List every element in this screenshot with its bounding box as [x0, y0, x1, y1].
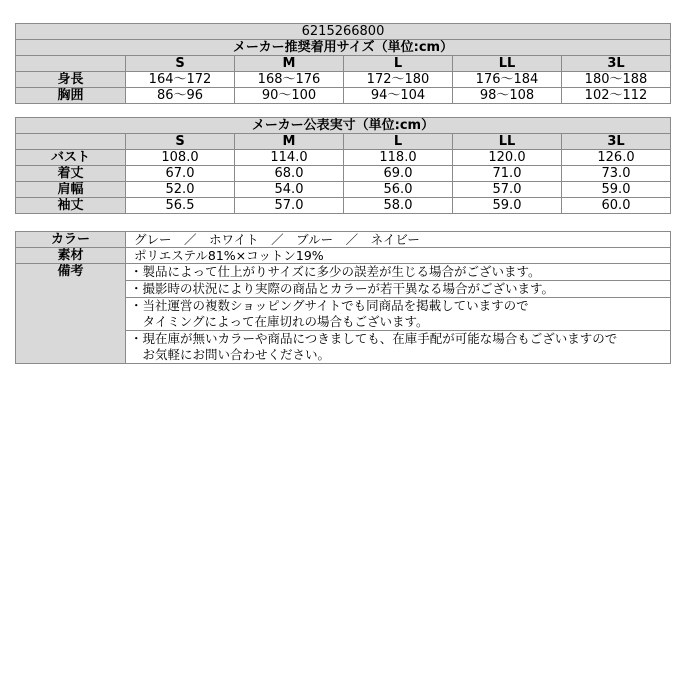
size-header: M [235, 134, 344, 150]
color-row [16, 232, 671, 248]
table-row [16, 88, 671, 104]
note-line: ・当社運営の複数ショッピングサイトでも同商品を掲載していますので [130, 298, 529, 313]
table-cell: 108.0 [126, 150, 235, 166]
table-title-row [16, 118, 671, 134]
table-cell: 56.0 [344, 182, 453, 198]
table-cell: 168～176 [235, 72, 344, 88]
table-cell: 68.0 [235, 166, 344, 182]
table-cell: 180～188 [562, 72, 671, 88]
size-header: LL [453, 56, 562, 72]
table-cell: 59.0 [562, 182, 671, 198]
product-code: 6215266800 [16, 24, 671, 40]
table-cell: 86～96 [126, 88, 235, 104]
table-cell: 57.0 [235, 198, 344, 214]
table-cell: 67.0 [126, 166, 235, 182]
size-header: 3L [562, 56, 671, 72]
table-cell: 69.0 [344, 166, 453, 182]
table-row [16, 182, 671, 198]
table-cell: 59.0 [453, 198, 562, 214]
size-header: 3L [562, 134, 671, 150]
size-header: LL [453, 134, 562, 150]
table-cell: 73.0 [562, 166, 671, 182]
notes-label: 備考 [16, 264, 126, 364]
table-cell: 126.0 [562, 150, 671, 166]
recommended-table-title: メーカー推奨着用サイズ（単位:cm） [16, 40, 671, 56]
table-cell: 71.0 [453, 166, 562, 182]
product-code-row [16, 24, 671, 40]
size-header: L [344, 56, 453, 72]
note-item [126, 298, 671, 331]
table-cell: 164～172 [126, 72, 235, 88]
material-row [16, 248, 671, 264]
table-cell: 120.0 [453, 150, 562, 166]
note-item: ・製品によって仕上がりサイズに多少の誤差が生じる場合がございます。 [126, 264, 671, 281]
note-item: ・撮影時の状況により実際の商品とカラーが若干異なる場合がございます。 [126, 281, 671, 298]
table-row [16, 150, 671, 166]
size-header-row [16, 56, 671, 72]
table-cell: 90～100 [235, 88, 344, 104]
measured-size-table [15, 117, 671, 214]
size-header-row [16, 134, 671, 150]
table-cell: 172～180 [344, 72, 453, 88]
table-row [16, 166, 671, 182]
note-item [126, 331, 671, 364]
size-header: L [344, 134, 453, 150]
row-label: バスト [16, 150, 126, 166]
recommended-size-table [15, 23, 671, 104]
size-header: S [126, 134, 235, 150]
corner-cell [16, 134, 126, 150]
row-label: 身長 [16, 72, 126, 88]
notes-row [16, 264, 671, 281]
note-line: タイミングによって在庫切れの場合もございます。 [130, 314, 429, 329]
table-cell: 58.0 [344, 198, 453, 214]
table-row [16, 72, 671, 88]
table-cell: 94～104 [344, 88, 453, 104]
table-cell: 118.0 [344, 150, 453, 166]
note-line: ・現在庫が無いカラーや商品につきましても、在庫手配が可能な場合もございますので [130, 331, 618, 346]
table-title-row [16, 40, 671, 56]
product-info-table [15, 231, 671, 364]
table-cell: 52.0 [126, 182, 235, 198]
row-label: 着丈 [16, 166, 126, 182]
table-cell: 57.0 [453, 182, 562, 198]
measured-table-title: メーカー公表実寸（単位:cm） [16, 118, 671, 134]
table-cell: 56.5 [126, 198, 235, 214]
table-row [16, 198, 671, 214]
material-label: 素材 [16, 248, 126, 264]
table-cell: 54.0 [235, 182, 344, 198]
row-label: 胸囲 [16, 88, 126, 104]
table-cell: 102～112 [562, 88, 671, 104]
color-label: カラー [16, 232, 126, 248]
row-label: 袖丈 [16, 198, 126, 214]
table-cell: 60.0 [562, 198, 671, 214]
size-header: S [126, 56, 235, 72]
size-header: M [235, 56, 344, 72]
corner-cell [16, 56, 126, 72]
table-cell: 98～108 [453, 88, 562, 104]
table-cell: 114.0 [235, 150, 344, 166]
color-value: グレー ／ ホワイト ／ ブルー ／ ネイビー [126, 232, 671, 248]
material-value: ポリエステル81%×コットン19% [126, 248, 671, 264]
note-line: お気軽にお問い合わせください。 [130, 347, 331, 362]
table-cell: 176～184 [453, 72, 562, 88]
row-label: 肩幅 [16, 182, 126, 198]
